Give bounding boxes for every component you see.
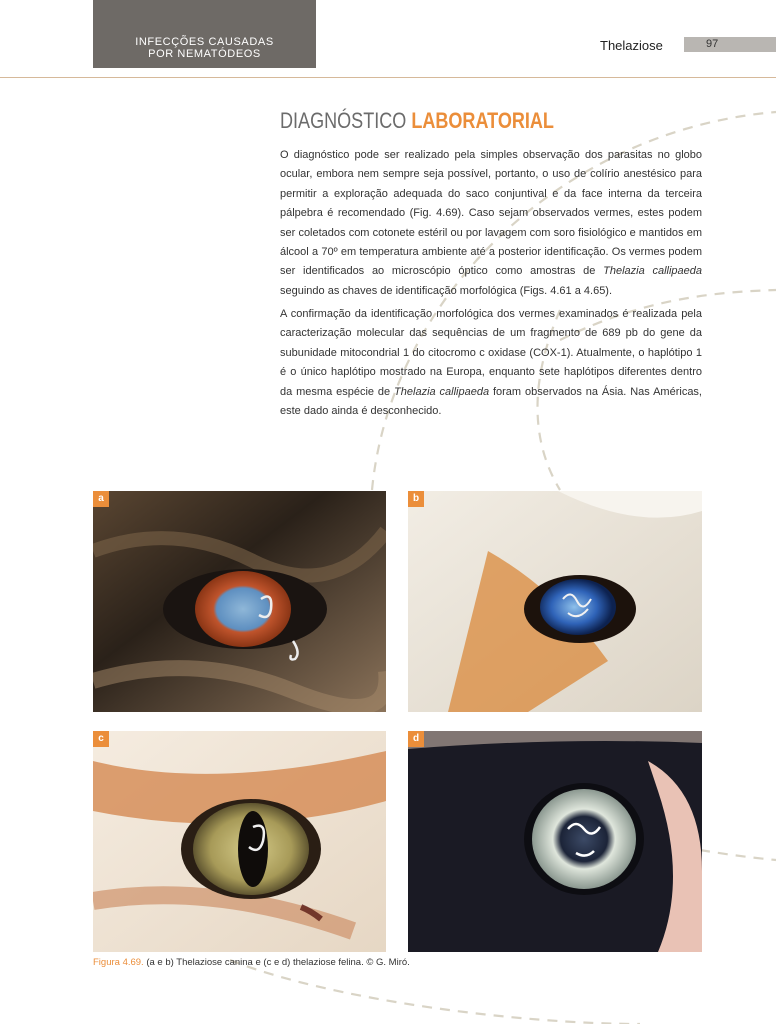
- section-title: [280, 108, 554, 134]
- chapter-label: [93, 0, 316, 68]
- photo-label-b: b: [408, 491, 424, 507]
- photo-label-a: a: [93, 491, 109, 507]
- photo-d: [408, 731, 702, 952]
- photo-c: [93, 731, 386, 952]
- running-title: Thelaziose: [600, 38, 663, 53]
- section-title-part2: LABORATORIAL: [411, 108, 554, 133]
- figure-caption-text: (a e b) Thelaziose canina e (c e d) thelaziose felina. © G. Miró.: [143, 957, 410, 968]
- section-title-part1: DIAGNÓSTICO: [280, 108, 407, 133]
- paragraph-2: [280, 305, 702, 421]
- photo-label-c: c: [93, 731, 109, 747]
- photo-a: [93, 491, 386, 712]
- header-rule: [0, 77, 776, 78]
- page-number-box: [684, 37, 776, 52]
- chapter-label-line2: POR NEMATÓDEOS: [148, 48, 261, 60]
- species-name: Thelazia callipaeda: [603, 265, 702, 278]
- page-number: 97: [706, 38, 719, 50]
- species-name: Thelazia callipaeda: [394, 385, 490, 398]
- paragraph-2-text-end: foram observados na Ásia. Nas Américas, este dado ainda é desconhecido.: [280, 385, 702, 418]
- photo-b: [408, 491, 702, 712]
- paragraph-1: [280, 146, 702, 301]
- figure-caption-label: Figura 4.69.: [93, 957, 144, 968]
- paragraph-2-text: A confirmação da identificação morfológica dos vermes examinados é realizada pela caracterização molecular das sequências de um fragmento de 689 pb do gene da subunidade mitocondrial 1 do citocromo c oxidase (COX-1). Atualmente, o haplótipo 1 é o único haplótipo mostrado na Europa, enquanto sete haplótipos diferentes dentro da mesma espécie de: [280, 308, 702, 398]
- figure-caption: [93, 957, 410, 968]
- photo-label-d: d: [408, 731, 424, 747]
- paragraph-1-text-end: seguindo as chaves de identificação morfológica (Figs. 4.61 a 4.65).: [280, 284, 613, 297]
- paragraph-1-text: O diagnóstico pode ser realizado pela simples observação dos parasitas no globo ocular, embora nem sempre seja possível, portanto, o uso de colírio anestésico para permitir a exploração adequada do saco conjuntival e da face interna da terceira pálpebra é recomendado (Fig. 4.69). Caso sejam observados vermes, estes podem ser coletados com cotonete estéril ou por lavagem com soro fisiológico e mantidos em álcool a 70º em temperatura ambiente até a posterior identificação. Os vermes podem ser identificados ao microscópio óptico como amostras de: [280, 149, 702, 278]
- chapter-label-line1: INFECÇÕES CAUSADAS: [135, 36, 274, 48]
